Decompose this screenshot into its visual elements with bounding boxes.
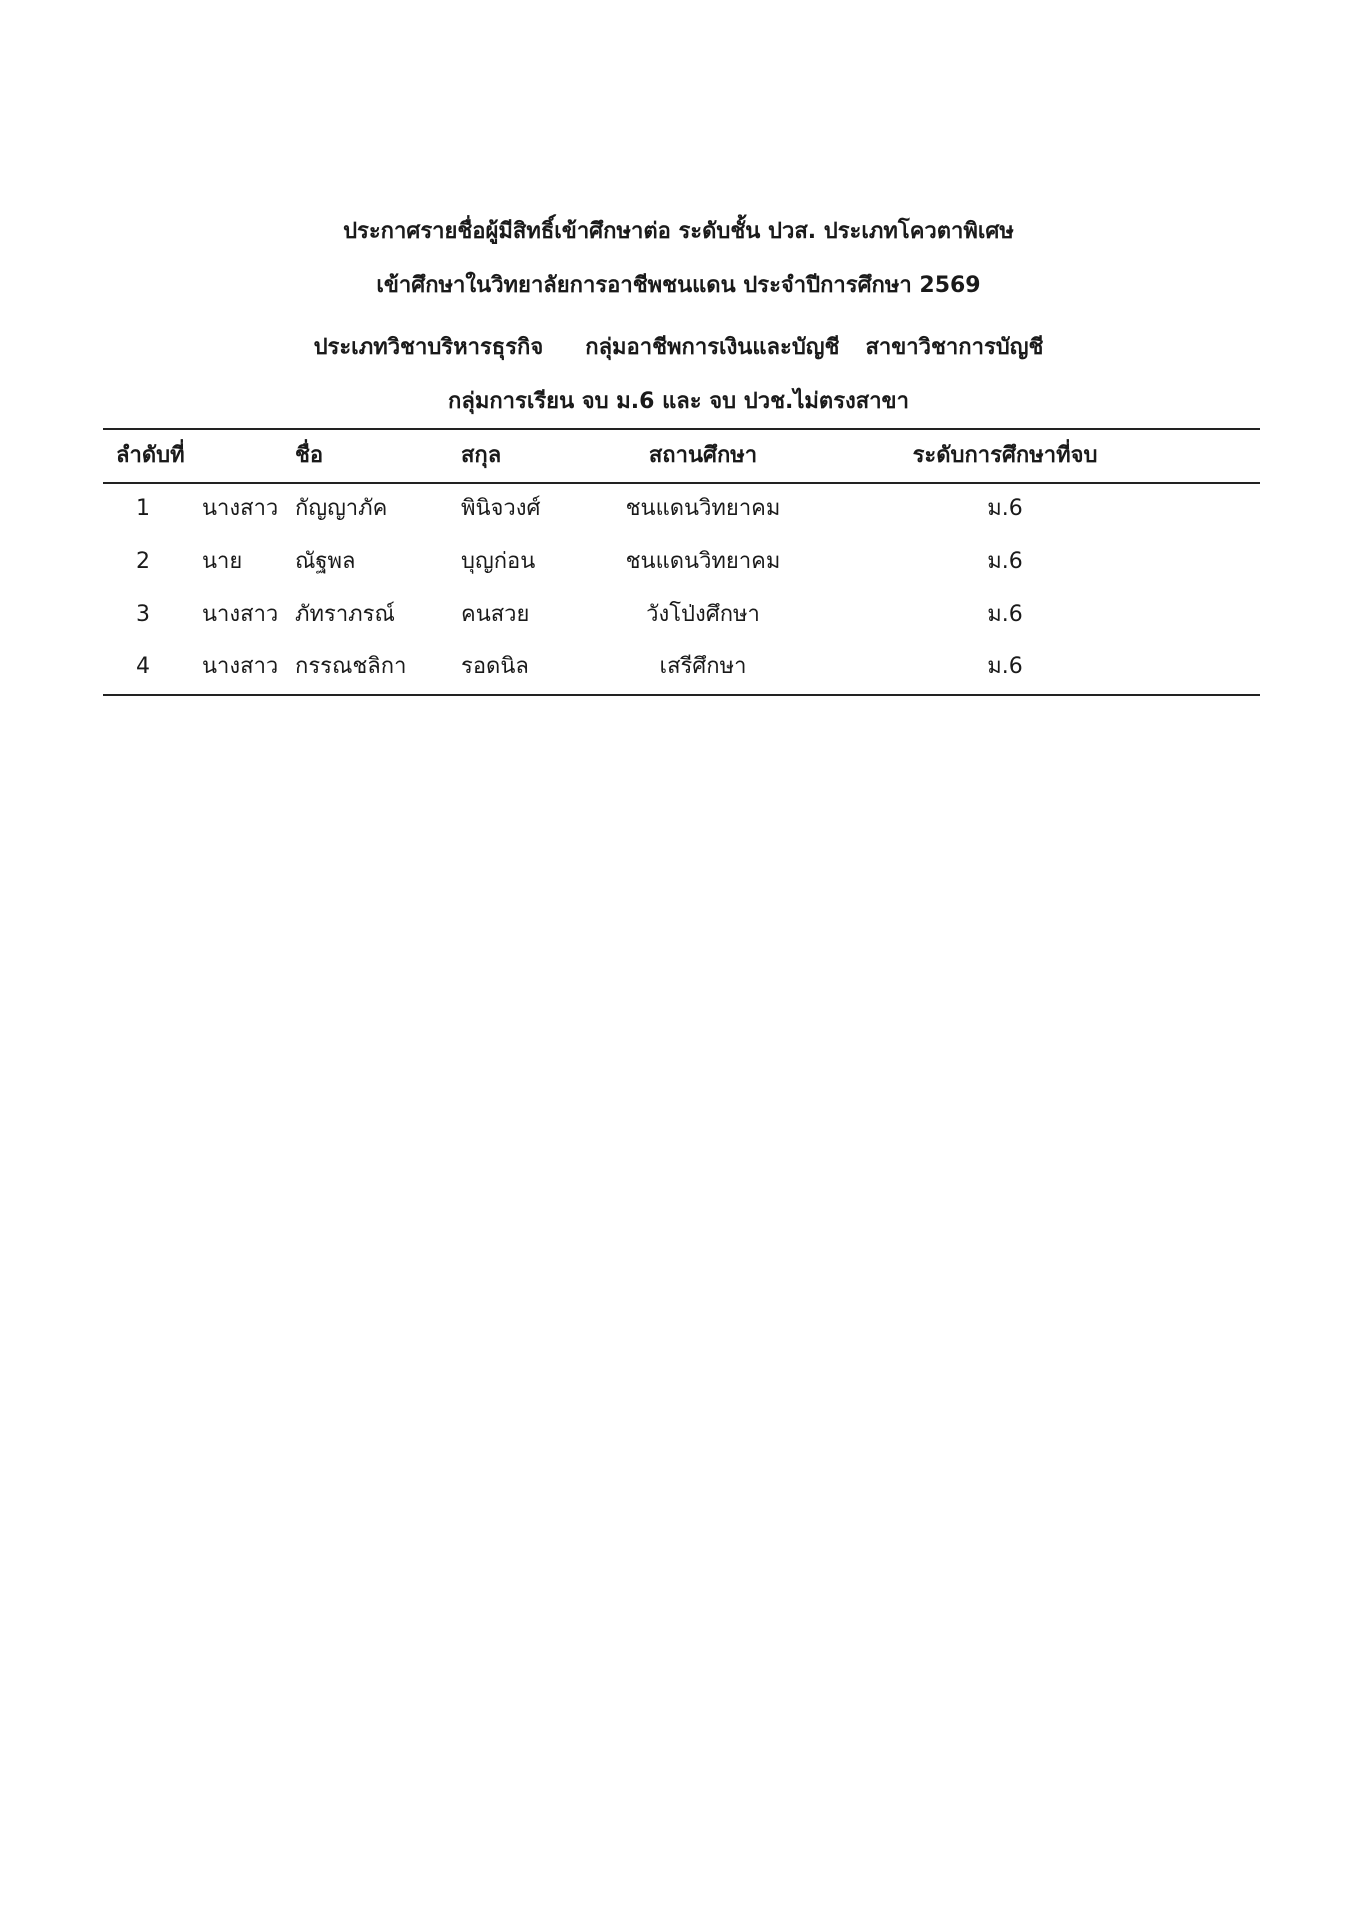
header-no: ลำดับที่ [116, 443, 185, 468]
table-row-3-surname: คนสวย [461, 602, 530, 627]
table-row-1-prefix: นางสาว [202, 496, 279, 521]
table-row-3-level: ม.6 [987, 602, 1023, 627]
table-row-2-name: ณัฐพล [295, 549, 356, 574]
table-row-2-prefix: นาย [202, 549, 243, 574]
header-school: สถานศึกษา [648, 443, 758, 468]
program-type: ประเภทวิชาบริหารธุรกิจ [313, 335, 544, 360]
table-row-1-school: ชนแดนวิทยาคม [625, 496, 781, 521]
header-surname: สกุล [461, 443, 502, 468]
table-row-2-surname: บุญก่อน [461, 549, 536, 574]
table-row-3-name: ภัทราภรณ์ [295, 602, 395, 627]
announcement-subtitle: เข้าศึกษาในวิทยาลัยการอาชีพชนแดน ประจำปีการศึกษา 2569 [376, 273, 981, 298]
table-row-4-school: เสรีศึกษา [659, 654, 747, 679]
table-row-4-name: กรรณชลิกา [295, 654, 407, 679]
table-row-2-school: ชนแดนวิทยาคม [625, 549, 781, 574]
table-row-4-prefix: นางสาว [202, 654, 279, 679]
header-divider [103, 482, 1260, 484]
header-level: ระดับการศึกษาที่จบ [912, 443, 1098, 468]
table-row-4-no: 4 [136, 654, 150, 679]
program-line [0, 333, 1357, 363]
table-row-3-no: 3 [136, 602, 150, 627]
table-row-2-no: 2 [136, 549, 150, 574]
table-row-2-level: ม.6 [987, 549, 1023, 574]
applicant-table [103, 428, 1260, 696]
table-row-4-surname: รอดนิล [461, 654, 529, 679]
table-row-3-school: วังโป่งศึกษา [646, 602, 760, 627]
table-row-1-surname: พินิจวงศ์ [461, 496, 541, 521]
table-row-4-level: ม.6 [987, 654, 1023, 679]
program-group: กลุ่มอาชีพการเงินและบัญชี [585, 335, 840, 360]
header-name: ชื่อ [295, 443, 324, 468]
table-row-1-no: 1 [136, 496, 150, 521]
program-branch: สาขาวิชาการบัญชี [865, 335, 1044, 360]
study-group-line: กลุ่มการเรียน จบ ม.6 และ จบ ปวช.ไม่ตรงสาขา [448, 389, 909, 414]
table-row-1-level: ม.6 [987, 496, 1023, 521]
table-row-1-name: กัญญาภัค [295, 496, 388, 521]
announcement-title: ประกาศรายชื่อผู้มีสิทธิ์เข้าศึกษาต่อ ระดับชั้น ปวส. ประเภทโควตาพิเศษ [343, 219, 1014, 244]
table-row-3-prefix: นางสาว [202, 602, 279, 627]
